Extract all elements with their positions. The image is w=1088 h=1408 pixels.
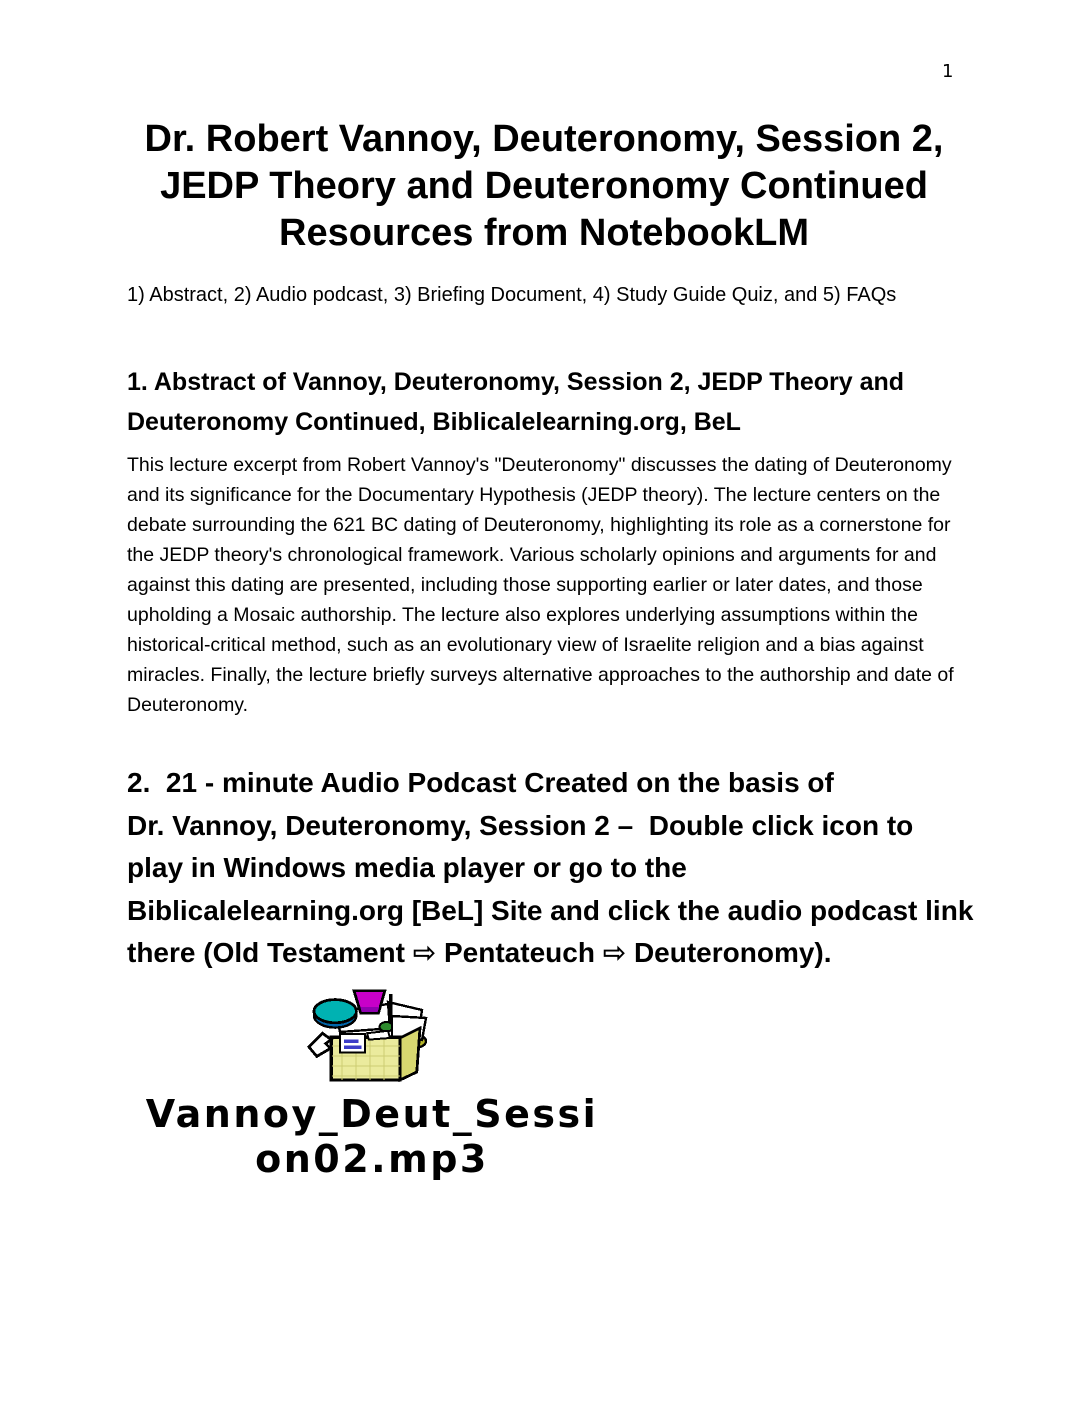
attachment-filename-line: on02.mp3 bbox=[255, 1137, 489, 1181]
section2-heading-line: Biblicalelearning.org [BeL] Site and click the audio podcast link bbox=[127, 894, 974, 926]
attachment-filename-line: Vannoy_Deut_Sessi bbox=[145, 1092, 599, 1136]
section1-heading bbox=[127, 362, 987, 442]
attachment-filename[interactable] bbox=[92, 1092, 652, 1182]
document-title bbox=[0, 116, 1088, 257]
section2-heading-line: 2. 21 - minute Audio Podcast Created on the basis of bbox=[127, 767, 834, 798]
abstract-paragraph: This lecture excerpt from Robert Vannoy's "Deuteronomy" discusses the dating of Deuteronomy and its significance for the Documentary Hypothesis (JEDP theory). The lecture centers on the debate surrounding the 621 BC dating of Deuteronomy, highlighting its role as a cornerstone for the JEDP theory's chronological framework. Various scholarly opinions and arguments for and against this dating are presented, including those supporting earlier or later dates, and those upholding a Mosaic authorship. The lecture also explores underlying assumptions within the historical-critical method, such as an evolutionary view of Israelite religion and a bias against miracles. Finally, the lecture briefly surveys alternative approaches to the authorship and date of Deuteronomy. bbox=[127, 454, 954, 716]
contents-summary-line: 1) Abstract, 2) Audio podcast, 3) Briefing Document, 4) Study Guide Quiz, and 5) FAQs bbox=[127, 284, 897, 306]
document-title-line: Resources from NotebookLM bbox=[279, 212, 809, 254]
media-package-icon[interactable] bbox=[304, 986, 440, 1090]
audio-file-attachment[interactable] bbox=[92, 986, 652, 1182]
page-number: 1 bbox=[942, 61, 954, 82]
section2-heading-line: Dr. Vannoy, Deuteronomy, Session 2 – Double click icon to bbox=[127, 809, 914, 841]
section2-heading bbox=[127, 762, 1007, 975]
document-title-line: JEDP Theory and Deuteronomy Continued bbox=[160, 165, 928, 207]
document-title-line: Dr. Robert Vannoy, Deuteronomy, Session 2, bbox=[144, 118, 944, 160]
section1-heading-line: 1. Abstract of Vannoy, Deuteronomy, Session 2, JEDP Theory and bbox=[127, 368, 905, 396]
section2-heading-line: there (Old Testament ⇨ Pentateuch ⇨ Deuteronomy). bbox=[127, 937, 832, 968]
section1-heading-line: Deuteronomy Continued, Biblicalelearning.org, BeL bbox=[127, 408, 741, 436]
section2-heading-line: play in Windows media player or go to the bbox=[127, 852, 687, 883]
